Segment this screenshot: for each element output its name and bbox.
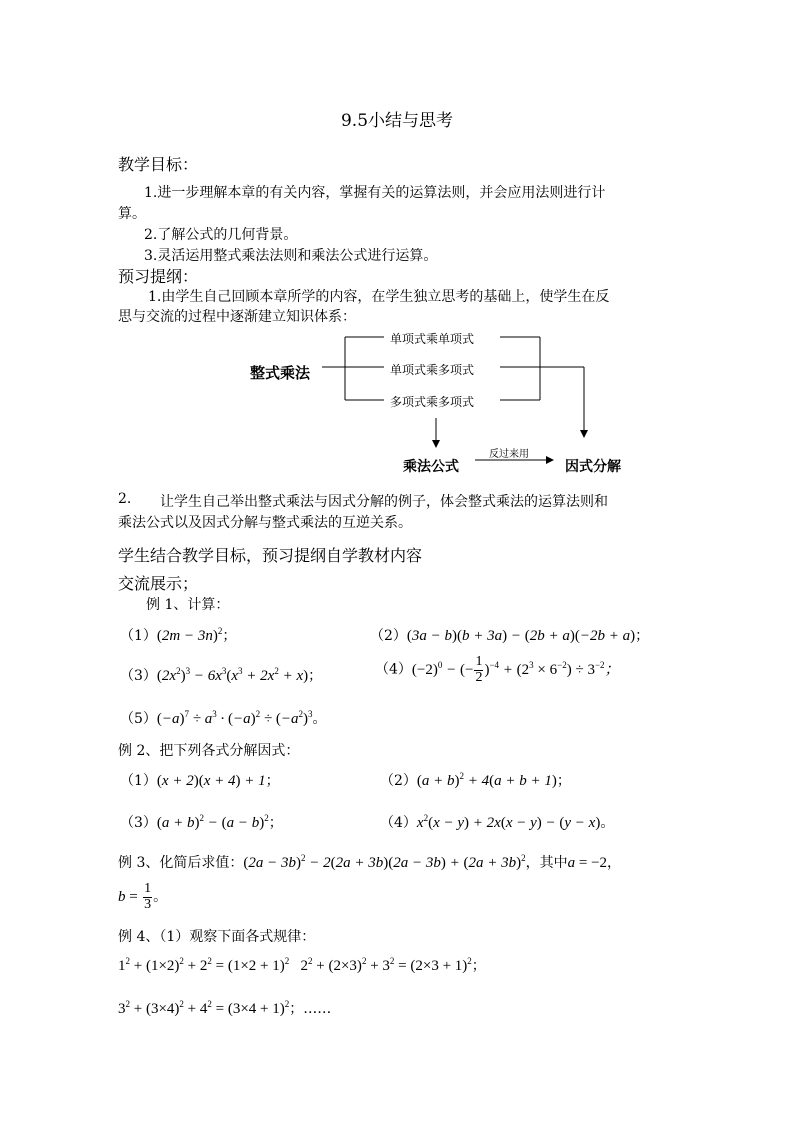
diagram-branch-1: 单项式乘单项式 (390, 332, 475, 346)
example-4-pattern-1: $1^2 + (1\times 2)^2 + 2^2 = (1\times 2 + 1)^2$ $2^2 + (2\times 3)^2 + 3^2 = (2\times 3 + 1)^2$； (118, 956, 486, 974)
self-study: 学生结合教学目标，预习提纲自学教材内容 (118, 546, 423, 565)
outline-1-line-2: 思与交流的过程中逐渐建立知识体系： (118, 309, 356, 325)
objectives-heading: 教学目标： (118, 155, 199, 174)
objective-2: 2.了解公式的几何背景。 (144, 227, 298, 243)
example-3-line-2: b = $\frac{1}{3}$ 。 (118, 881, 168, 912)
objective-3: 3.灵活运用整式乘法法则和乘法公式进行运算。 (144, 248, 438, 264)
outline-2-number: 2. (118, 491, 132, 507)
example-1-item-5: $(5)(-a)^7 \div a^3 \cdot (-a)^2 \div (-a^2)^3$。 (120, 709, 327, 727)
page-title: 9.5小结与思考 (340, 111, 454, 131)
objective-1-line-2: 算。 (118, 206, 146, 222)
outline-heading: 预习提纲： (118, 267, 199, 286)
diagram-formula: 乘法公式 (403, 459, 459, 475)
example-2-item-4: $(4)x^2(x - y) + 2x(x - y) - (y - x)$。 (380, 813, 615, 831)
example-1-item-4: $(4)(-2)^0$ − (− $\frac{1}{2}$ )$^{-4} + (2^3 \times 6^{-2}) \div 3^{-2}$； (375, 654, 620, 685)
example-3-line-1: 例 3、化简后求值：$(2a - 3b)^2 - 2(2a + 3b)(2a - 3b) + (2a + 3b)^2$，其中a = −2， (118, 853, 622, 871)
example-2-item-1: （1）(x + 2)(x + 4) + 1； (120, 773, 280, 789)
outline-2-line-2: 乘法公式以及因式分解与整式乘法的互逆关系。 (118, 515, 412, 531)
exchange-heading: 交流展示； (118, 574, 199, 593)
diagram-arrow-label: 反过来用 (489, 449, 529, 460)
outline-1-line-1: 1.由学生自己回顾本章所学的内容，在学生独立思考的基础上，使学生在反 (148, 289, 610, 305)
example-1-item-3: $(3)(2x^2)^3 - 6x^3(x^3 + 2x^2 + x)$； (120, 666, 323, 684)
example-1-heading: 例 1、计算： (146, 597, 230, 613)
diagram-factoring: 因式分解 (565, 459, 621, 475)
example-1-item-1: $(1)(2m - 3n)^2$； (120, 626, 237, 644)
diagram-root: 整式乘法 (250, 364, 311, 382)
outline-2-line-1: 让学生自己举出整式乘法与因式分解的例子，体会整式乘法的运算法则和 (160, 494, 608, 510)
example-4-heading: 例 4、（1）观察下面各式规律： (118, 929, 316, 945)
example-2-item-3: $(3)(a + b)^2 - (a - b)^2$； (120, 813, 283, 831)
objective-1-line-1: 1.进一步理解本章的有关内容，掌握有关的运算法则，并会应用法则进行计 (144, 185, 606, 201)
example-4-pattern-2: $3^2 + (3\times 4)^2 + 4^2 = (3\times 4 + 1)^2$；…… (118, 999, 332, 1017)
example-1-item-2: （2）(3a − b)(b + 3a) − (2b + a)(−2b + a)； (370, 628, 650, 644)
diagram-branch-3: 多项式乘多项式 (390, 395, 475, 409)
diagram-branch-2: 单项式乘多项式 (390, 363, 475, 377)
example-2-item-2: $(2)(a + b)^2 + 4(a + b + 1)$； (380, 771, 571, 789)
example-2-heading: 例 2、把下列各式分解因式： (118, 743, 300, 759)
